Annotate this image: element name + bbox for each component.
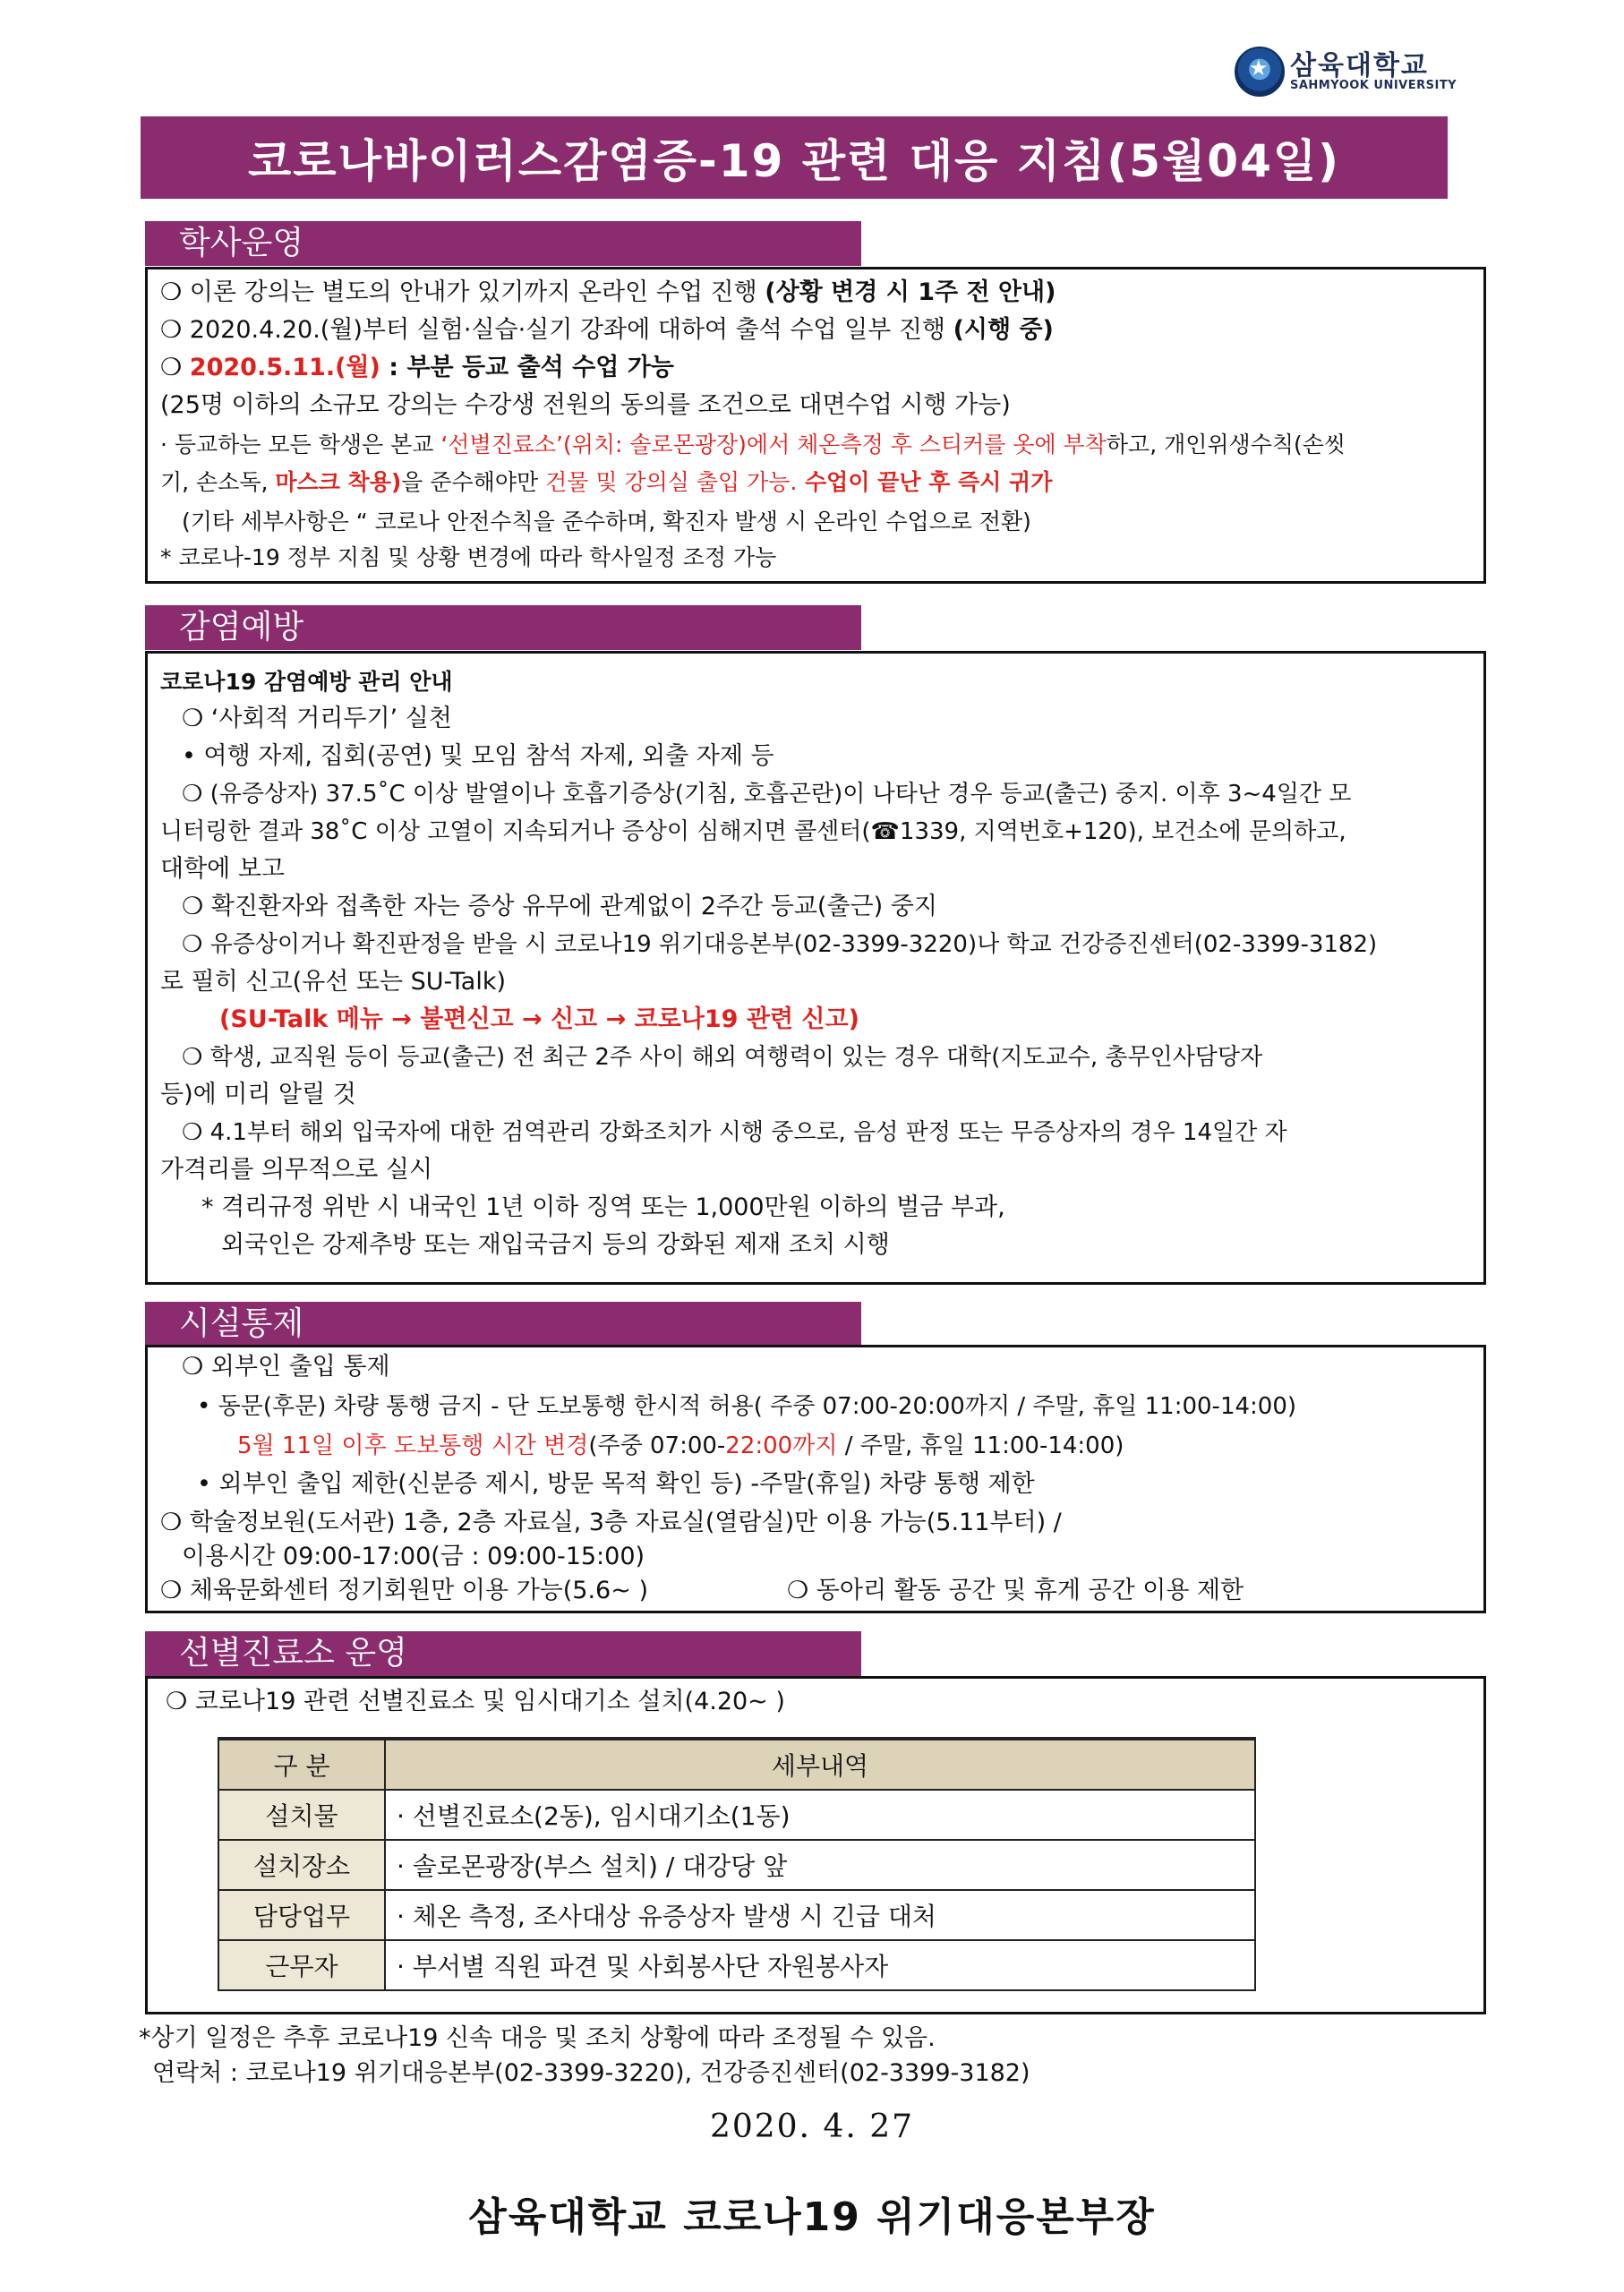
facility-line-1: ❍ 외부인 출입 통제 [182, 1353, 390, 1381]
screening-box [145, 1676, 1486, 2014]
facility-box [145, 1345, 1486, 1613]
section-header-academic: 학사운영 [145, 221, 861, 266]
footnote-contact: 연락처 : 코로나19 위기대응본부(02-3399-3220), 건강증진센터(02-3399-3182) [152, 2059, 1030, 2087]
logo-name-en: SAHMYOOK UNIVERSITY [1290, 79, 1457, 92]
table-cell-category: 담당업무 [218, 1890, 385, 1940]
prevention-line-12: 등)에 미리 알릴 것 [160, 1081, 356, 1108]
document-signature: 삼육대학교 코로나19 위기대응본부장 [468, 2194, 1156, 2240]
facility-line-7a: ❍ 체육문화센터 정기회원만 이용 가능(5.6~ ) [160, 1577, 648, 1604]
prevention-line-15: * 격리규정 위반 시 내국인 1년 이하 징역 또는 1,000만원 이하의 벌금 부과, [201, 1193, 1005, 1221]
academic-line-5: · 등교하는 모든 학생은 본교 ‘선별진료소’(위치: 솔로몬광장)에서 체온측정 후 스티커를 옷에 부착하고, 개인위생수칙(손씻 [160, 432, 1346, 458]
prevention-line-2: ❍ ‘사회적 거리두기’ 실천 [182, 705, 452, 732]
prevention-line-6: 대학에 보고 [160, 855, 285, 883]
university-seal-icon [1235, 47, 1285, 97]
prevention-line-11: ❍ 학생, 교직원 등이 등교(출근) 전 최근 2주 사이 해외 여행력이 있는 경우 대학(지도교수, 총무인사담당자 [182, 1044, 1263, 1071]
table-row [218, 1940, 1255, 1990]
prevention-line-16: 외국인은 강제추방 또는 재입국금지 등의 강화된 제재 조치 시행 [221, 1231, 890, 1259]
university-logo [1235, 43, 1467, 97]
table-row [218, 1790, 1255, 1840]
prevention-line-7: ❍ 확진환자와 접촉한 자는 증상 유무에 관계없이 2주간 등교(출근) 중지 [182, 893, 937, 920]
academic-line-7: (기타 세부사항은 “ 코로나 안전수칙을 준수하며, 확진자 발생 시 온라인 수업으로 전환) [182, 509, 1031, 535]
prevention-line-8: ❍ 유증상이거나 확진판정을 받을 시 코로나19 위기대응본부(02-3399-3220)나 학교 건강증진센터(02-3399-3182) [182, 931, 1378, 958]
table-header-detail: 세부내역 [385, 1739, 1255, 1790]
screening-line-1: ❍ 코로나19 관련 선별진료소 및 임시대기소 설치(4.20~ ) [166, 1688, 785, 1715]
prevention-line-3: • 여행 자제, 집회(공연) 및 모임 참석 자제, 외출 자제 등 [182, 742, 774, 770]
logo-name-ko: 삼육대학교 [1290, 50, 1429, 81]
facility-line-2: • 동문(후문) 차량 통행 금지 - 단 도보통행 한시적 허용( 주중 07:00-20:00까지 / 주말, 휴일 11:00-14:00) [197, 1393, 1297, 1420]
prevention-line-9: 로 필히 신고(유선 또는 SU-Talk) [160, 968, 507, 996]
facility-line-5: ❍ 학술정보원(도서관) 1층, 2층 자료실, 3층 자료실(열람실)만 이용 가능(5.11부터) / [160, 1509, 1062, 1536]
table-header-row [218, 1739, 1255, 1790]
academic-line-2: ❍ 2020.4.20.(월)부터 실험·실습·실기 강좌에 대하여 출석 수업 일부 진행 (시행 중) [160, 316, 1054, 344]
table-cell-detail: · 부서별 직원 파견 및 사회봉사단 자원봉사자 [385, 1940, 1255, 1990]
table-cell-category: 설치물 [218, 1790, 385, 1840]
academic-line-1: ❍ 이론 강의는 별도의 안내가 있기까지 온라인 수업 진행 (상황 변경 시 1주 전 안내) [160, 278, 1056, 306]
table-header-category: 구 분 [218, 1739, 385, 1790]
prevention-line-10: (SU-Talk 메뉴 → 불편신고 → 신고 → 코로나19 관련 신고) [219, 1005, 859, 1033]
footnote-schedule: *상기 일정은 추후 코로나19 신속 대응 및 조치 상황에 따라 조정될 수 있음. [139, 2024, 936, 2052]
section-header-prevention: 감염예방 [145, 605, 861, 650]
screening-table [218, 1737, 1256, 1991]
table-cell-detail: · 체온 측정, 조사대상 유증상자 발생 시 긴급 대처 [385, 1890, 1255, 1940]
prevention-line-14: 가격리를 의무적으로 실시 [160, 1156, 433, 1184]
facility-line-7b: ❍ 동아리 활동 공간 및 휴게 공간 이용 제한 [787, 1577, 1244, 1604]
academic-line-4: (25명 이하의 소규모 강의는 수강생 전원의 동의를 조건으로 대면수업 시행 가능) [160, 391, 1011, 419]
prevention-line-5: 니터링한 결과 38˚C 이상 고열이 지속되거나 증상이 심해지면 콜센터(☎1339, 지역번호+120), 보건소에 문의하고, [160, 818, 1346, 845]
prevention-box [145, 651, 1486, 1285]
facility-line-3: 5월 11일 이후 도보통행 시간 변경(주중 07:00-22:00까지 / 주말, 휴일 11:00-14:00) [237, 1432, 1124, 1459]
document-date: 2020. 4. 27 [709, 2108, 915, 2145]
academic-line-6: 기, 손소독, 마스크 착용)을 준수해야만 건물 및 강의실 출입 가능. 수업이 끝난 후 즉시 귀가 [160, 469, 1053, 495]
table-cell-detail: · 솔로몬광장(부스 설치) / 대강당 앞 [385, 1840, 1255, 1890]
prevention-line-13: ❍ 4.1부터 해외 입국자에 대한 검역관리 강화조치가 시행 중으로, 음성 판정 또는 무증상자의 경우 14일간 자 [182, 1119, 1287, 1146]
table-cell-category: 근무자 [218, 1940, 385, 1990]
academic-box [145, 267, 1486, 584]
prevention-line-1: 코로나19 감염예방 관리 안내 [160, 669, 453, 695]
facility-line-6: 이용시간 09:00-17:00(금 : 09:00-15:00) [182, 1543, 645, 1570]
table-row [218, 1840, 1255, 1890]
table-row [218, 1890, 1255, 1940]
section-header-screening: 선별진료소 운영 [145, 1631, 861, 1676]
prevention-line-4: ❍ (유증상자) 37.5˚C 이상 발열이나 호흡기증상(기침, 호흡곤란)이 나타난 경우 등교(출근) 중지. 이후 3~4일간 모 [182, 781, 1352, 808]
table-cell-detail: · 선별진료소(2동), 임시대기소(1동) [385, 1790, 1255, 1840]
section-header-facility: 시설통제 [145, 1302, 861, 1347]
academic-line-8: * 코로나-19 정부 지침 및 상황 변경에 따라 학사일정 조정 가능 [160, 544, 777, 570]
page-title: 코로나바이러스감염증-19 관련 대응 지침(5월04일) [141, 116, 1448, 199]
facility-line-4: • 외부인 출입 제한(신분증 제시, 방문 목적 확인 등) -주말(휴일) 차량 통행 제한 [197, 1470, 1035, 1498]
table-cell-category: 설치장소 [218, 1840, 385, 1890]
academic-line-3: ❍ 2020.5.11.(월) : 부분 등교 출석 수업 가능 [160, 354, 674, 381]
